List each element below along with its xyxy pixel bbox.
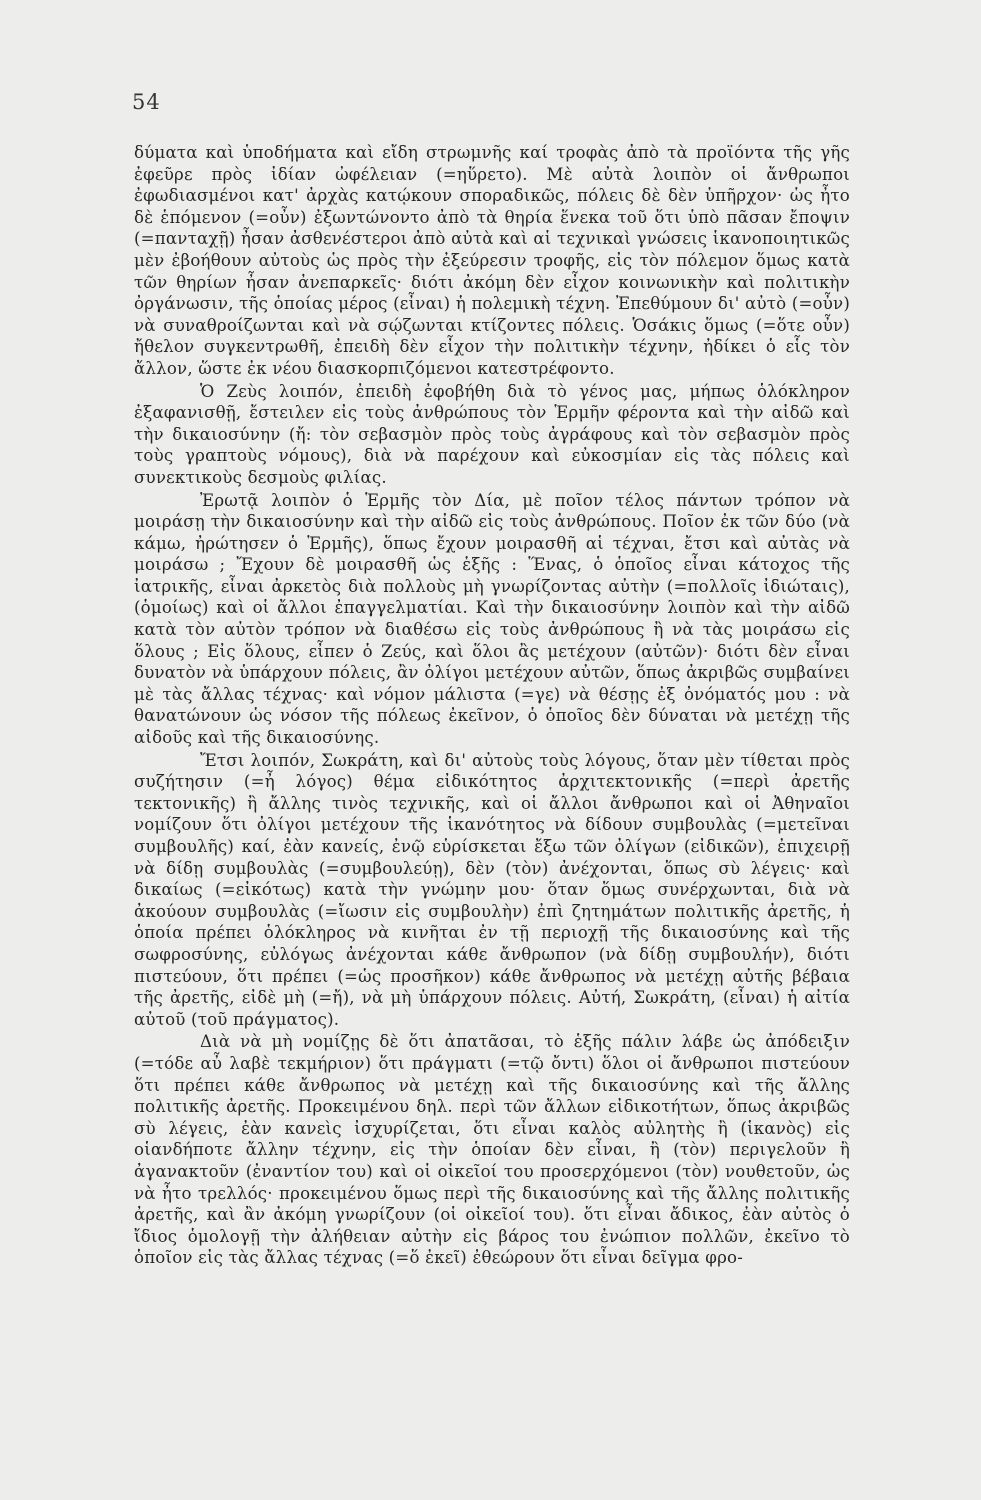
paragraph-3: Ἐρωτᾷ λοιπὸν ὁ Ἑρμῆς τὸν Δία, μὲ ποῖον τέλος πάντων τρόπον νὰ μοιράσῃ τὴν δικαιοσύνην καὶ τὴν αἰδῶ εἰς τοὺς ἀνθρώπους. Ποῖον ἐκ τῶν δύο (νὰ κάμω, ἠρώτησεν ὁ Ἑρμῆς), ὅπως ἔχουν μοιρασθῆ αἱ τέχναι, ἔτσι καὶ αὐτὰς νὰ μοιράσω ; Ἔχουν δὲ μοιρασθῆ ὡς ἑξῆς : Ἕνας, ὁ ὁποῖος εἶναι κάτοχος τῆς ἰατρικῆς, εἶναι ἀρκετὸς διὰ πολλοὺς μὴ γνωρίζοντας αὐτὴν (=πολλοῖς ἰδιώταις), (ὁμοίως) καὶ οἱ ἄλλοι ἐπαγγελματίαι. Καὶ τὴν δικαιοσύνην λοιπὸν καὶ τὴν αἰδῶ κατὰ τὸν αὐτὸν τρόπον νὰ διαθέσω εἰς τοὺς ἀνθρώπους ἢ νὰ τὰς μοιράσω εἰς ὅλους ; Εἰς ὅλους, εἶπεν ὁ Ζεύς, καὶ ὅλοι ἂς μετέχουν (αὐτῶν)· διότι δὲν εἶναι δυνατὸν νὰ ὑπάρχουν πόλεις, ἂν ὀλίγοι μετέχουν αὐτῶν, ὅπως ἀκριβῶς συμβαίνει μὲ τὰς ἄλλας τέχνας· καὶ νόμον μάλιστα (=γε) νὰ θέσῃς ἐξ ὀνόματός μου : νὰ θανατώνουν ὡς νόσον τῆς πόλεως ἐκεῖνον, ὁ ὁποῖος δὲν δύναται νὰ μετέχῃ τῆς αἰδοῦς καὶ τῆς δικαιοσύνης. [134,490,850,748]
paragraph-4: Ἔτσι λοιπόν, Σωκράτη, καὶ δι' αὐτοὺς τοὺς λόγους, ὅταν μὲν τίθεται πρὸς συζήτησιν (=ἦ λόγος) θέμα εἰδικότητος ἀρχιτεκτονικῆς (=περὶ ἀρετῆς τεκτονικῆς) ἢ ἄλλης τινὸς τεχνικῆς, καὶ οἱ ἄλλοι ἄνθρωποι καὶ οἱ Ἀθηναῖοι νομίζουν ὅτι ὀλίγοι μετέχουν τῆς ἱκανότητος νὰ δίδουν συμβουλὰς (=μετεῖναι συμβουλῆς) καί, ἐὰν κανείς, ἐνῷ εὑρίσκεται ἔξω τῶν ὀλίγων (εἰδικῶν), ἐπιχειρῇ νὰ δίδῃ συμβουλὰς (=συμβουλεύῃ), δὲν (τὸν) ἀνέχονται, ὅπως σὺ λέγεις· καὶ δικαίως (=εἰκότως) κατὰ τὴν γνώμην μου· ὅταν ὅμως συνέρχωνται, διὰ νὰ ἀκούουν συμβουλὰς (=ἴωσιν εἰς συμβουλὴν) ἐπὶ ζητημάτων πολιτικῆς ἀρετῆς, ἡ ὁποία πρέπει ὁλόκληρος νὰ κινῆται ἐν τῇ περιοχῇ τῆς δικαιοσύνης καὶ τῆς σωφροσύνης, εὐλόγως ἀνέχονται κάθε ἄνθρωπον (νὰ δίδῃ συμβουλήν), διότι πιστεύουν, ὅτι πρέπει (=ὡς προσῆκον) κάθε ἄνθρωπος νὰ μετέχῃ αὐτῆς βέβαια τῆς ἀρετῆς, εἰδὲ μὴ (=ἤ), νὰ μὴ ὑπάρχουν πόλεις. Αὐτή, Σωκράτη, (εἶναι) ἡ αἰτία αὐτοῦ (τοῦ πράγματος). [134,750,850,1029]
paragraph-1: δύματα καὶ ὑποδήματα καὶ εἴδη στρωμνῆς καί τροφὰς ἀπὸ τὰ προϊόντα τῆς γῆς ἐφεῦρε πρὸς ἰδίαν ὠφέλειαν (=ηὕρετο). Μὲ αὐτὰ λοιπὸν οἱ ἄνθρωποι ἐφωδιασμένοι κατ' ἀρχὰς κατῴκουν σποραδικῶς, πόλεις δὲ δὲν ὑπῆρχον· ὡς ἦτο δὲ ἑπόμενον (=οὖν) ἐξωντώνοντο ἀπὸ τὰ θηρία ἕνεκα τοῦ ὅτι ὑπὸ πᾶσαν ἔποψιν (=πανταχῇ) ἦσαν ἀσθενέστεροι ἀπὸ αὐτὰ καὶ αἱ τεχνικαὶ γνώσεις ἱκανοποιητικῶς μὲν ἐβοήθουν αὐτοὺς ὡς πρὸς τὴν ἐξεύρεσιν τροφῆς, εἰς τὸν πόλεμον ὅμως κατὰ τῶν θηρίων ἦσαν ἀνεπαρκεῖς· διότι ἀκόμη δὲν εἶχον κοινωνικὴν καὶ πολιτικὴν ὀργάνωσιν, τῆς ὁποίας μέρος (εἶναι) ἡ πολεμικὴ τέχνη. Ἐπεθύμουν δι' αὐτὸ (=οὖν) νὰ συναθροίζωνται καὶ νὰ σῴζωνται κτίζοντες πόλεις. Ὁσάκις ὅμως (=ὅτε οὖν) ἤθελον συγκεντρωθῆ, ἐπειδὴ δὲν εἶχον τὴν πολιτικὴν τέχνην, ἠδίκει ὁ εἷς τὸν ἄλλον, ὥστε ἐκ νέου διασκορπιζόμενοι κατεστρέφοντο. [134,143,850,378]
paragraph-2: Ὁ Ζεὺς λοιπόν, ἐπειδὴ ἐφοβήθη διὰ τὸ γένος μας, μήπως ὁλόκληρον ἐξαφανισθῇ, ἔστειλεν εἰς τοὺς ἀνθρώπους τὸν Ἑρμῆν φέροντα καὶ τὴν αἰδῶ καὶ τὴν δικαιοσύνην (ἤ: τὸν σεβασμὸν πρὸς τοὺς ἀγράφους καὶ τὸν σεβασμὸν πρὸς τοὺς γραπτοὺς νόμους), διὰ νὰ παρέχουν καὶ εὐκοσμίαν εἰς τὰς πόλεις καὶ συνεκτικοὺς δεσμοὺς φιλίας. [134,381,850,487]
page-number: 54 [132,90,161,114]
body-text [134,142,850,1269]
paragraph-5: Διὰ νὰ μὴ νομίζῃς δὲ ὅτι ἀπατᾶσαι, τὸ ἑξῆς πάλιν λάβε ὡς ἀπόδειξιν (=τόδε αὖ λαβὲ τεκμήριον) ὅτι πράγματι (=τῷ ὄντι) ὅλοι οἱ ἄνθρωποι πιστεύουν ὅτι πρέπει κάθε ἄνθρωπος νὰ μετέχῃ καὶ τῆς δικαιοσύνης καὶ τῆς ἄλλης πολιτικῆς ἀρετῆς. Προκειμένου δηλ. περὶ τῶν ἄλλων εἰδικοτήτων, ὅπως ἀκριβῶς σὺ λέγεις, ἐὰν κανεὶς ἰσχυρίζεται, ὅτι εἶναι καλὸς αὐλητὴς ἢ (ἱκανὸς) εἰς οἱανδήποτε ἄλλην τέχνην, εἰς τὴν ὁποίαν δὲν εἶναι, ἢ (τὸν) περιγελοῦν ἢ ἀγανακτοῦν (ἐναντίον του) καὶ οἱ οἰκεῖοί του προσερχόμενοι (τὸν) νουθετοῦν, ὡς νὰ ἦτο τρελλός· προκειμένου ὅμως περὶ τῆς δικαιοσύνης καὶ τῆς ἄλλης πολιτικῆς ἀρετῆς, καὶ ἂν ἀκόμη γνωρίζουν (οἱ οἰκεῖοί του). ὅτι εἶναι ἄδικος, ἐὰν αὐτὸς ὁ ἴδιος ὁμολογῇ τὴν ἀλήθειαν αὐτὴν εἰς βάρος του ἐνώπιον πολλῶν, ἐκεῖνο τὸ ὁποῖον εἰς τὰς ἄλλας τέχνας (=ὅ ἐκεῖ) ἐθεώρουν ὅτι εἶναι δεῖγμα φρο- [134,1032,850,1268]
